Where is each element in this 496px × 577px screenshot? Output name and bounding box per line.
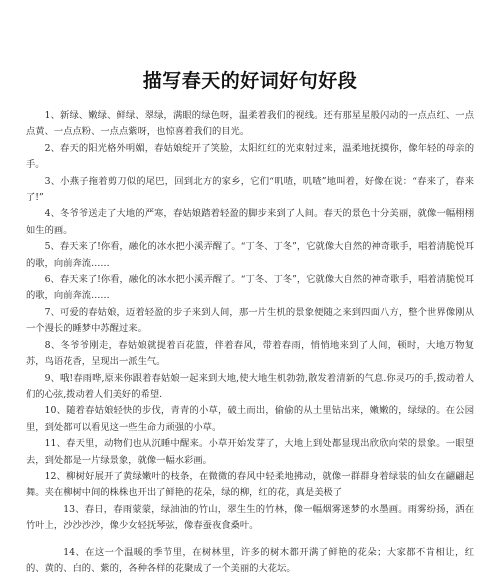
paragraph-11: 11、春天里，动物们也从沉睡中醒来。小草开始发芽了，大地上到处都显现出欣欣向荣的景象。一眼望去，到处都是一片绿景象，就像一幅水彩画。 [26,438,474,466]
paragraph-gap [26,535,474,545]
paragraph-14: 14、在这一个温暖的季节里，在树林里，许多的树木都开满了鲜艳的花朵；大家都不肯相让，红的、黄的、白的、紫的，各种各样的花聚成了一个美丽的大花坛。 [26,546,474,574]
paragraph-8: 8、冬爷爷刚走，春姑娘就提着百花篮，伴着春风，带着春雨，悄悄地来到了人间，顿时，大地万物复苏，鸟语花香，呈现出一派生气。 [26,339,474,368]
document-body [26,108,474,577]
page-title: 描写春天的好词好句好段 [142,70,358,92]
paragraph-12: 12、柳树好展开了黄绿嫩叶的枝条，在微微的春风中轻柔地拂动，就像一群群身着绿装的仙女在翩翩起舞。夹在柳树中间的株株也开出了鲜艳的花朵，绿的柳，红的花，真是美极了 [26,470,474,499]
paragraph-6: 6、春天来了!你看，融化的冰水把小溪弄醒了。“丁冬、丁冬”，它就像大自然的神奇歌手，唱着清脆悦耳的歌，向前奔流…… [26,274,474,302]
paragraph-10: 10、随着春姑娘轻快的步伐，青青的小草，破土而出，偷偷的从土里钻出来，嫩嫩的，绿绿的。在公园里，到处都可以看见这一些生命力顽强的小草。 [26,405,474,433]
paragraph-2: 2、春天的阳光格外明媚，春姑娘绽开了笑脸，太阳红红的光束射过来，温柔地抚摸你，像年轻的母亲的手。 [26,142,474,171]
paragraph-4: 4、冬爷爷送走了大地的严寒，春姑娘踏着轻盈的脚步来到了人间。春天的景色十分美丽，就像一幅栩栩如生的画。 [26,208,474,236]
paragraph-3: 3、小燕子拖着剪刀似的尾巴，回到北方的家乡，它们“叽喳，叽喳”地叫着，好像在说：“春来了，春来了!” [26,175,474,204]
paragraph-13: 13、春日，春雨蒙蒙，绿油油的竹山，翠生生的竹林，像一幅烟雾迷梦的水墨画。雨雾纷扬，洒在竹叶上，沙沙沙沙，像少女轻抚琴弦，像春蚕夜食桑叶。 [26,503,474,532]
paragraph-1: 1、新绿、嫩绿、鲜绿、翠绿，满眼的绿色呀，温柔着我们的视线。还有那星星般闪动的一点点红、一点点黄、一点点粉、一点点紫呀，也惊喜着我们的目光。 [26,110,474,138]
paragraph-7: 7、可爱的春姑娘，迈着轻盈的步子来到人间，那一片生机的景象便随之来到四面八方，整个世界像刚从一个漫长的睡梦中苏醒过来。 [26,306,474,335]
paragraph-5: 5、春天来了!你看，融化的冰水把小溪弄醒了。“丁冬、丁冬”，它就像大自然的神奇歌手，唱着清脆悦耳的歌，向前奔流…… [26,241,474,269]
paragraph-9: 9、哦!春雨哗,原来你跟着春姑娘一起来到大地,使大地生机勃勃,散发着清新的气息.你灵巧的手,拨动着人们的心弦,拨动着人们美好的希望. [26,372,474,400]
